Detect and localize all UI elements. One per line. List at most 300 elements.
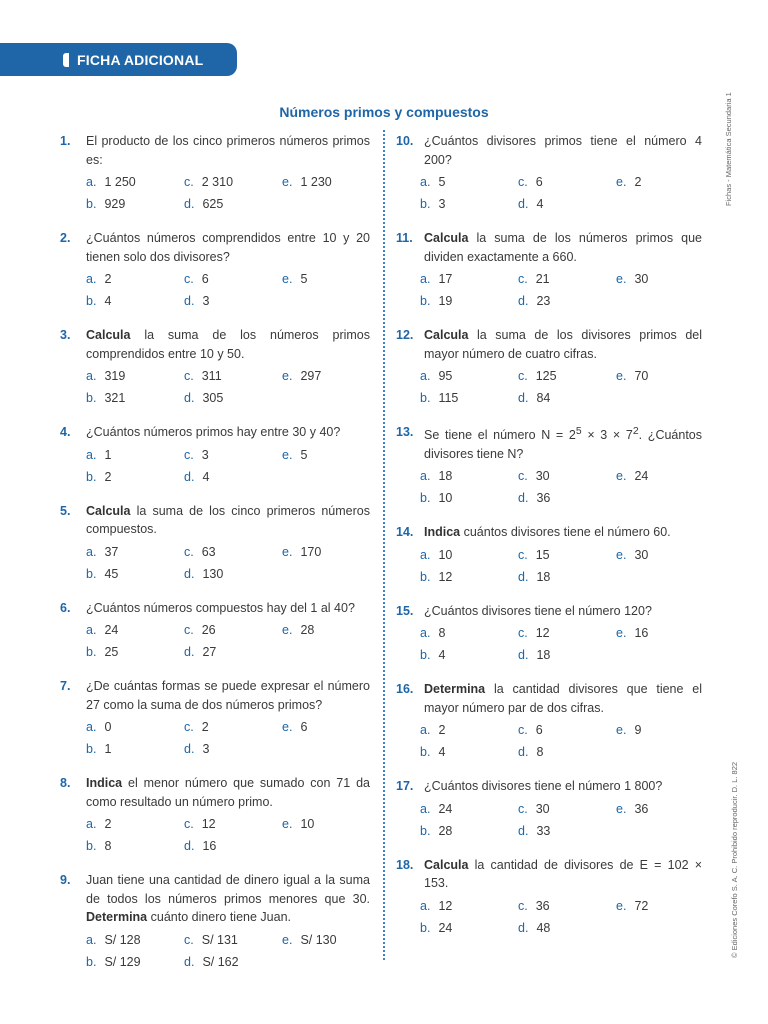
answer-option xyxy=(86,171,184,193)
answer-options xyxy=(86,929,370,973)
answer-options xyxy=(86,268,370,312)
option-value: 305 xyxy=(202,391,224,405)
question-keyword: Calcula xyxy=(424,857,469,872)
question-item xyxy=(60,423,370,488)
option-letter: b. xyxy=(420,197,431,211)
answer-options xyxy=(420,171,702,215)
question-text xyxy=(424,132,702,169)
answer-option xyxy=(616,798,714,820)
option-value: 5 xyxy=(438,175,446,189)
option-value: 12 xyxy=(535,626,550,641)
question-stem xyxy=(396,856,702,893)
answer-option xyxy=(518,268,616,290)
option-value: 115 xyxy=(438,391,459,405)
answer-option xyxy=(184,929,282,951)
option-letter: a. xyxy=(86,932,97,947)
answer-option xyxy=(616,268,714,290)
question-text xyxy=(86,502,370,539)
option-letter: a. xyxy=(420,801,431,816)
answer-options xyxy=(86,365,370,409)
exponent: 2 xyxy=(632,426,639,437)
option-value: 321 xyxy=(104,391,126,405)
option-letter: e. xyxy=(282,175,293,189)
option-letter: b. xyxy=(86,469,97,484)
option-value: 18 xyxy=(438,469,453,484)
answer-option xyxy=(184,641,282,663)
question-stem xyxy=(60,132,370,169)
option-value: 625 xyxy=(202,197,224,211)
answer-options xyxy=(420,719,702,763)
question-text xyxy=(424,680,702,717)
question-keyword: Calcula xyxy=(424,231,469,245)
answer-option xyxy=(518,917,616,939)
answer-options xyxy=(86,541,370,585)
question-number: 16. xyxy=(396,682,414,697)
option-value: 2 xyxy=(104,469,112,484)
option-letter: b. xyxy=(86,839,97,853)
option-value: 3 xyxy=(201,447,209,462)
question-stem xyxy=(60,677,370,714)
option-letter: a. xyxy=(86,544,97,559)
option-letter: c. xyxy=(184,175,194,189)
option-value: 17 xyxy=(438,272,453,286)
answer-option xyxy=(86,444,184,466)
option-letter: e. xyxy=(616,272,627,286)
question-body: la cantidad de divisores de E = 102 × 153. xyxy=(424,857,702,891)
question-stem xyxy=(60,229,370,266)
option-letter: c. xyxy=(518,723,528,738)
option-value: 12 xyxy=(201,817,216,831)
banner-marker xyxy=(63,53,69,67)
answer-options xyxy=(86,171,370,215)
answer-option xyxy=(86,541,184,563)
question-stem xyxy=(396,326,702,363)
option-value: 36 xyxy=(535,898,550,913)
answer-option xyxy=(282,541,380,563)
option-value: 4 xyxy=(104,294,112,308)
option-value: 18 xyxy=(536,648,551,663)
question-number: 14. xyxy=(396,525,414,540)
option-letter: c. xyxy=(184,272,194,286)
option-letter: b. xyxy=(86,566,97,581)
question-item xyxy=(396,602,702,667)
option-letter: c. xyxy=(184,369,194,383)
option-letter: a. xyxy=(86,447,97,462)
option-letter: b. xyxy=(420,648,431,663)
answer-option xyxy=(518,387,616,409)
option-letter: c. xyxy=(184,817,194,831)
question-body: × 3 × 7 xyxy=(581,428,633,443)
question-body: la cantidad divisores que tiene el mayor número par de dos cifras. xyxy=(424,682,702,715)
option-value: 8 xyxy=(104,839,112,853)
answer-option xyxy=(420,798,518,820)
option-value: 1 250 xyxy=(104,175,136,189)
option-value: 2 xyxy=(438,723,446,738)
option-value: 4 xyxy=(202,469,210,484)
answer-options xyxy=(86,716,370,760)
question-keyword: Determina xyxy=(86,910,148,924)
answer-option xyxy=(420,193,518,215)
question-text xyxy=(424,423,702,463)
option-value: 1 xyxy=(104,447,112,462)
answer-option xyxy=(282,813,380,835)
option-value: 2 310 xyxy=(201,175,234,189)
question-number: 18. xyxy=(396,857,414,872)
answer-option xyxy=(282,365,380,387)
question-text xyxy=(86,229,370,266)
question-number: 5. xyxy=(60,503,71,518)
option-value: 3 xyxy=(202,294,210,308)
answer-option xyxy=(616,895,714,917)
answer-option xyxy=(86,951,184,973)
question-text xyxy=(424,229,702,266)
answer-option xyxy=(184,171,282,193)
side-caption-top: Fichas - Matemática Secundaria 1 xyxy=(724,92,733,206)
option-letter: a. xyxy=(420,175,431,189)
question-stem xyxy=(396,777,702,796)
option-value: S/ 131 xyxy=(201,932,238,947)
option-letter: d. xyxy=(184,645,195,659)
question-number: 10. xyxy=(396,134,414,148)
question-stem xyxy=(396,602,702,621)
answer-option xyxy=(420,644,518,666)
answer-option xyxy=(420,387,518,409)
column-divider xyxy=(383,130,385,960)
question-stem xyxy=(396,523,702,542)
question-stem xyxy=(60,326,370,363)
answer-option xyxy=(184,835,282,857)
question-body: cuántos divisores tiene el número 60. xyxy=(460,525,671,540)
question-stem xyxy=(396,229,702,266)
answer-option xyxy=(518,820,616,842)
option-value: 1 230 xyxy=(300,175,332,189)
question-stem xyxy=(60,423,370,442)
answer-option xyxy=(86,835,184,857)
answer-option xyxy=(282,444,380,466)
answer-option xyxy=(518,719,616,741)
answer-option xyxy=(184,466,282,488)
option-value: 84 xyxy=(536,391,551,405)
question-number: 9. xyxy=(60,873,71,887)
option-letter: d. xyxy=(184,469,195,484)
option-value: 16 xyxy=(202,839,217,853)
option-letter: c. xyxy=(518,469,528,484)
option-letter: c. xyxy=(518,801,528,816)
question-keyword: Determina xyxy=(424,682,486,697)
option-value: 30 xyxy=(634,272,649,286)
side-caption-bottom: © Ediciones Corefo S. A. C. Prohibido reproducir. D. L. 822 xyxy=(730,761,739,958)
option-letter: a. xyxy=(86,369,97,383)
option-letter: c. xyxy=(518,272,528,286)
option-value: 72 xyxy=(634,898,649,913)
option-letter: c. xyxy=(518,547,528,562)
option-letter: e. xyxy=(282,447,293,462)
answer-option xyxy=(86,268,184,290)
answer-option xyxy=(420,487,518,509)
question-number: 6. xyxy=(60,600,71,615)
option-letter: d. xyxy=(518,648,529,663)
option-value: 12 xyxy=(438,569,453,584)
question-body: cuánto dinero tiene Juan. xyxy=(147,910,291,924)
option-letter: a. xyxy=(86,817,97,831)
question-keyword: Indica xyxy=(86,776,123,790)
option-value: 24 xyxy=(104,623,119,637)
answer-option xyxy=(616,719,714,741)
left-column xyxy=(60,132,370,987)
option-letter: d. xyxy=(184,742,195,756)
question-number: 15. xyxy=(396,603,414,618)
question-keyword: Calcula xyxy=(86,328,131,342)
question-item xyxy=(396,523,702,588)
answer-option xyxy=(86,466,184,488)
question-stem xyxy=(60,599,370,618)
answer-option xyxy=(184,813,282,835)
answer-option xyxy=(184,738,282,760)
option-value: 3 xyxy=(202,742,210,756)
option-letter: b. xyxy=(86,954,97,969)
option-letter: b. xyxy=(86,197,97,211)
option-letter: e. xyxy=(282,623,293,637)
option-value: 10 xyxy=(438,547,453,562)
question-body: el menor número que sumado con 71 da como resultado un número primo. xyxy=(86,776,370,809)
question-text xyxy=(86,599,370,618)
question-text xyxy=(86,326,370,363)
answer-option xyxy=(420,365,518,387)
option-letter: d. xyxy=(518,491,529,506)
question-text xyxy=(424,777,702,796)
question-body: El producto de los cinco primeros números primos es: xyxy=(86,134,370,167)
option-value: 2 xyxy=(634,175,642,189)
question-body: ¿De cuántas formas se puede expresar el número 27 como la suma de dos números primos? xyxy=(86,679,370,712)
question-body: la suma de los números primos que dividen exactamente a 660. xyxy=(424,231,702,264)
option-value: 16 xyxy=(634,626,649,641)
option-letter: c. xyxy=(518,898,528,913)
question-body: ¿Cuántos divisores primos tiene el número 4 200? xyxy=(424,134,702,167)
option-letter: b. xyxy=(420,391,431,405)
answer-option xyxy=(420,719,518,741)
answer-option xyxy=(616,622,714,644)
option-letter: d. xyxy=(518,197,529,211)
option-value: 15 xyxy=(535,547,550,562)
option-letter: b. xyxy=(420,823,431,838)
option-letter: e. xyxy=(616,469,627,484)
answer-option xyxy=(616,365,714,387)
answer-option xyxy=(518,741,616,763)
option-value: S/ 128 xyxy=(104,932,141,947)
question-item xyxy=(60,871,370,973)
option-value: 1 xyxy=(104,742,112,756)
question-number: 2. xyxy=(60,231,71,245)
answer-options xyxy=(420,622,702,666)
question-item xyxy=(396,229,702,312)
option-letter: b. xyxy=(86,294,97,308)
question-body: Se tiene el número N = 2 xyxy=(424,428,576,443)
option-value: 36 xyxy=(536,491,551,506)
question-number: 11. xyxy=(396,231,413,245)
answer-option xyxy=(86,290,184,312)
option-value: 24 xyxy=(634,469,649,484)
question-text xyxy=(86,774,370,811)
option-letter: e. xyxy=(282,932,293,947)
question-item xyxy=(396,326,702,409)
answer-options xyxy=(420,798,702,842)
option-letter: d. xyxy=(518,294,529,308)
option-letter: b. xyxy=(420,920,431,935)
question-stem xyxy=(60,774,370,811)
option-letter: b. xyxy=(86,391,97,405)
option-value: 10 xyxy=(300,817,315,831)
option-letter: e. xyxy=(616,547,627,562)
option-letter: c. xyxy=(184,447,194,462)
option-value: 8 xyxy=(438,626,446,641)
answer-option xyxy=(282,929,380,951)
option-letter: e. xyxy=(616,175,627,189)
option-value: 10 xyxy=(438,491,453,506)
option-value: 70 xyxy=(634,369,649,383)
answer-options xyxy=(420,365,702,409)
answer-options xyxy=(86,619,370,663)
option-letter: c. xyxy=(518,175,528,189)
option-value: 28 xyxy=(300,623,315,637)
option-letter: d. xyxy=(184,294,195,308)
question-text xyxy=(86,132,370,169)
question-body: ¿Cuántos números compuestos hay del 1 al 40? xyxy=(86,600,355,615)
answer-option xyxy=(86,716,184,738)
option-letter: e. xyxy=(282,720,293,734)
question-item xyxy=(60,599,370,664)
option-value: 19 xyxy=(438,294,453,308)
answer-option xyxy=(184,268,282,290)
question-stem xyxy=(396,132,702,169)
answer-option xyxy=(420,820,518,842)
question-item xyxy=(396,680,702,763)
answer-option xyxy=(518,465,616,487)
option-letter: a. xyxy=(420,469,431,484)
option-value: 30 xyxy=(634,547,649,562)
option-letter: b. xyxy=(420,745,431,760)
answer-option xyxy=(518,798,616,820)
question-item xyxy=(60,502,370,585)
question-keyword: Calcula xyxy=(424,328,469,342)
answer-option xyxy=(86,619,184,641)
answer-option xyxy=(518,193,616,215)
answer-option xyxy=(420,544,518,566)
question-number: 12. xyxy=(396,328,414,342)
option-value: 37 xyxy=(104,544,119,559)
question-text xyxy=(424,602,702,621)
option-value: S/ 162 xyxy=(202,954,239,969)
option-value: 9 xyxy=(634,723,642,738)
answer-option xyxy=(86,641,184,663)
answer-option xyxy=(420,171,518,193)
option-letter: d. xyxy=(518,823,529,838)
option-value: 297 xyxy=(300,369,322,383)
option-letter: d. xyxy=(518,569,529,584)
answer-options xyxy=(420,465,702,509)
question-item xyxy=(60,326,370,409)
question-text xyxy=(86,423,370,442)
answer-option xyxy=(86,193,184,215)
option-value: 36 xyxy=(634,801,649,816)
answer-option xyxy=(518,365,616,387)
option-letter: b. xyxy=(420,491,431,506)
answer-option xyxy=(184,541,282,563)
option-letter: b. xyxy=(86,742,97,756)
option-letter: e. xyxy=(282,272,293,286)
option-value: 6 xyxy=(201,272,209,286)
option-value: 2 xyxy=(104,272,112,286)
option-letter: a. xyxy=(420,898,431,913)
question-text xyxy=(424,856,702,893)
option-value: S/ 130 xyxy=(300,932,337,947)
option-value: 4 xyxy=(438,745,446,760)
option-value: 21 xyxy=(535,272,550,286)
option-letter: e. xyxy=(616,723,627,738)
option-letter: e. xyxy=(282,544,293,559)
option-letter: a. xyxy=(420,626,431,641)
option-value: 5 xyxy=(300,272,308,286)
right-column xyxy=(396,132,702,953)
option-letter: a. xyxy=(86,720,97,734)
option-letter: e. xyxy=(616,369,627,383)
answer-option xyxy=(86,813,184,835)
answer-option xyxy=(420,566,518,588)
answer-option xyxy=(184,951,282,973)
option-letter: e. xyxy=(282,817,293,831)
answer-option xyxy=(518,895,616,917)
answer-option xyxy=(420,917,518,939)
option-letter: b. xyxy=(420,294,431,308)
answer-option xyxy=(420,290,518,312)
answer-option xyxy=(616,171,714,193)
question-item xyxy=(60,677,370,760)
option-value: 28 xyxy=(438,823,453,838)
question-item xyxy=(396,132,702,215)
option-value: 6 xyxy=(535,175,543,189)
option-value: S/ 129 xyxy=(104,954,141,969)
question-body: ¿Cuántos divisores tiene el número 120? xyxy=(424,603,652,618)
answer-option xyxy=(184,619,282,641)
answer-option xyxy=(518,644,616,666)
answer-options xyxy=(420,895,702,939)
option-letter: a. xyxy=(86,175,97,189)
option-value: 23 xyxy=(536,294,551,308)
question-body: Juan tiene una cantidad de dinero igual a la suma de todos los números primos menores que 30. xyxy=(86,873,370,906)
option-value: 25 xyxy=(104,645,119,659)
option-letter: d. xyxy=(518,745,529,760)
question-number: 1. xyxy=(60,134,71,148)
answer-option xyxy=(184,563,282,585)
question-keyword: Indica xyxy=(424,525,461,540)
question-stem xyxy=(396,423,702,463)
question-stem xyxy=(60,502,370,539)
option-value: 2 xyxy=(201,720,209,734)
question-number: 7. xyxy=(60,679,71,693)
option-letter: a. xyxy=(420,369,431,383)
option-value: 2 xyxy=(104,817,112,831)
question-text xyxy=(86,677,370,714)
option-value: 30 xyxy=(535,801,550,816)
option-letter: e. xyxy=(616,626,627,641)
option-value: 24 xyxy=(438,801,453,816)
option-letter: d. xyxy=(518,391,529,405)
question-body: la suma de los números primos comprendidos entre 10 y 50. xyxy=(86,328,370,361)
option-letter: a. xyxy=(86,623,97,637)
answer-options xyxy=(420,544,702,588)
answer-option xyxy=(518,544,616,566)
question-item xyxy=(396,777,702,842)
option-value: 26 xyxy=(201,623,216,637)
